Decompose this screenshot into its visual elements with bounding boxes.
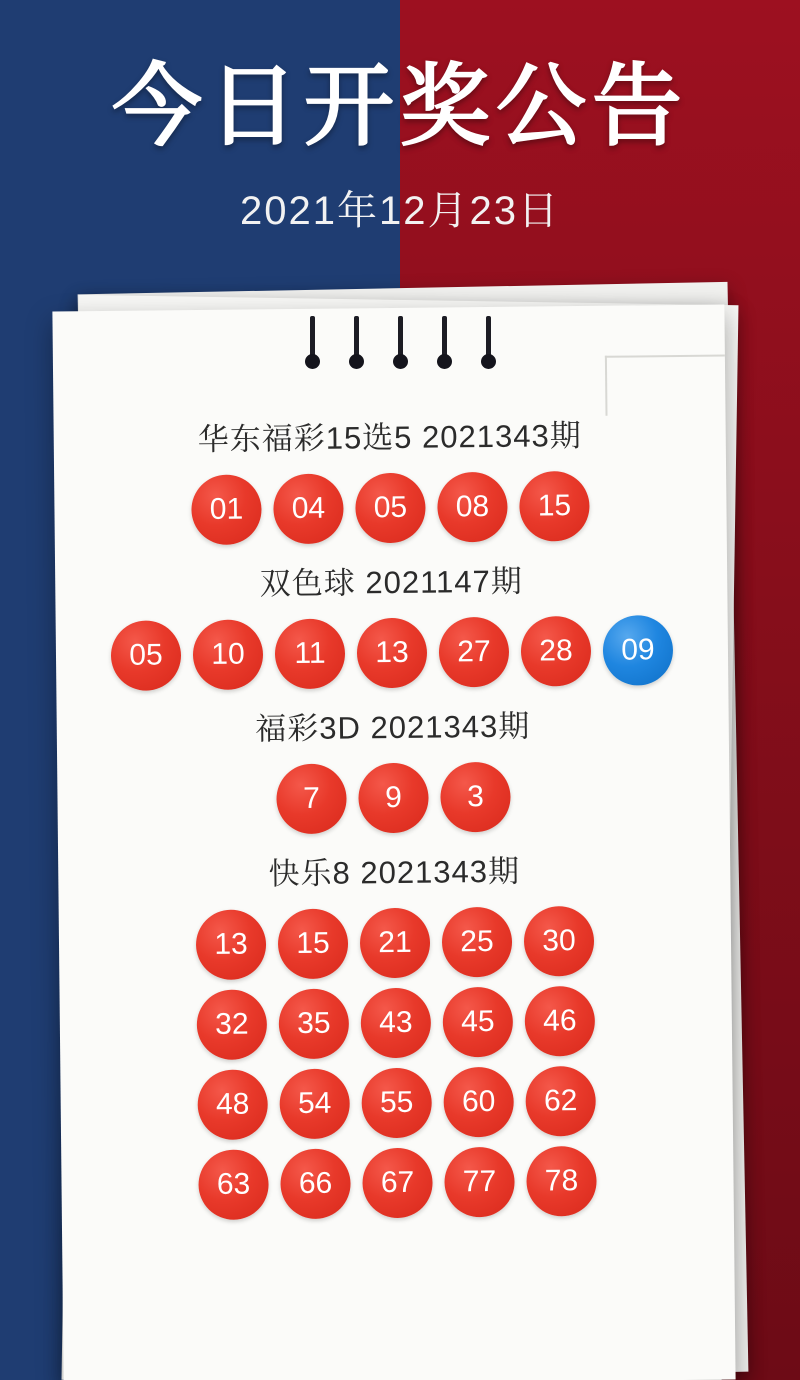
- lottery-ball-red: 10: [193, 619, 264, 690]
- lottery-ball-red: 48: [197, 1069, 268, 1140]
- lottery-number-row: [60, 984, 733, 1061]
- lottery-ball-red: 35: [278, 988, 349, 1059]
- lottery-ball-red: 77: [444, 1147, 515, 1218]
- lottery-game-block: [55, 553, 728, 691]
- poster-header: [0, 0, 800, 236]
- lottery-number-row: [61, 1144, 734, 1221]
- lottery-game-block: [57, 698, 730, 836]
- lottery-ball-red: 63: [198, 1149, 269, 1220]
- lottery-ball-red: 13: [196, 909, 267, 980]
- lottery-game-title: 华东福彩15选5 2021343期: [197, 418, 582, 458]
- lottery-ball-red: 55: [361, 1068, 432, 1139]
- lottery-ball-red: 25: [442, 907, 513, 978]
- lottery-game-title: 快乐8 2021343期: [268, 853, 521, 892]
- lottery-ball-red: 43: [360, 988, 431, 1059]
- lottery-ball-red: 11: [275, 619, 346, 690]
- lottery-ball-red: 3: [440, 762, 511, 833]
- lottery-ball-red: 08: [437, 472, 508, 543]
- lottery-number-row: [60, 1064, 733, 1141]
- lottery-ball-red: 32: [197, 989, 268, 1060]
- lottery-ball-red: 15: [278, 908, 349, 979]
- lottery-ball-red: 30: [524, 906, 595, 977]
- lottery-ball-blue: 09: [603, 615, 674, 686]
- draw-date: 2021年12月23日: [240, 188, 560, 233]
- lottery-ball-red: 62: [525, 1066, 596, 1137]
- lottery-game-title: 双色球 2021147期: [259, 563, 523, 602]
- lottery-ball-red: 45: [442, 987, 513, 1058]
- lottery-ball-red: 67: [362, 1148, 433, 1219]
- lottery-ball-red: 54: [279, 1068, 350, 1139]
- page-title: 今日开奖公告: [112, 57, 688, 157]
- lottery-ball-red: 21: [360, 908, 431, 979]
- lottery-game-block: [58, 843, 734, 1221]
- lottery-game-block: [53, 409, 726, 547]
- lottery-number-row: [59, 904, 732, 981]
- lottery-ball-red: 05: [111, 620, 182, 691]
- lottery-ball-red: 7: [276, 763, 347, 834]
- lottery-ball-red: 28: [521, 616, 592, 687]
- lottery-ball-red: 9: [358, 763, 429, 834]
- lottery-ball-red: 15: [519, 471, 590, 542]
- lottery-ball-red: 01: [191, 474, 262, 545]
- lottery-number-row: [56, 614, 729, 691]
- lottery-number-row: [54, 470, 727, 547]
- lottery-number-row: [57, 759, 730, 836]
- lottery-ball-red: 46: [524, 986, 595, 1057]
- lottery-ball-red: 78: [526, 1146, 597, 1217]
- lottery-ball-red: 27: [439, 617, 510, 688]
- results-content: [52, 305, 735, 1380]
- lottery-ball-red: 13: [357, 618, 428, 689]
- lottery-ball-red: 60: [443, 1067, 514, 1138]
- lottery-ball-red: 04: [273, 474, 344, 545]
- lottery-ball-red: 66: [280, 1148, 351, 1219]
- lottery-game-title: 福彩3D 2021343期: [255, 708, 531, 747]
- lottery-ball-red: 05: [355, 473, 426, 544]
